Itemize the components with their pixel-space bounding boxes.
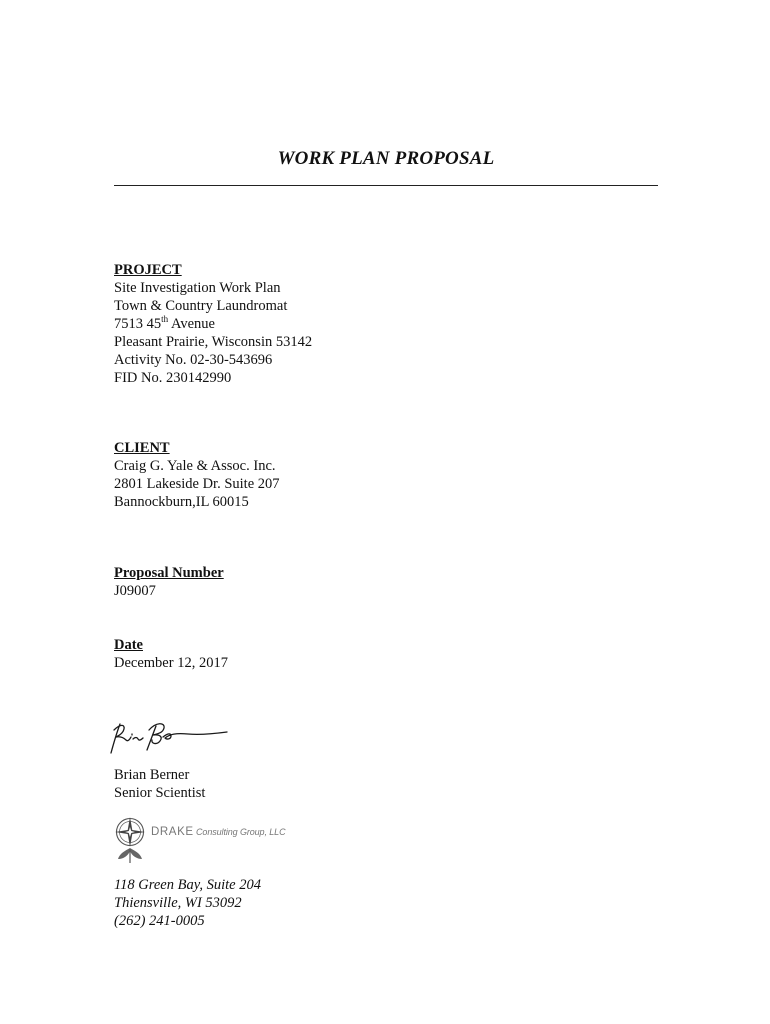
proposal-number: J09007 [114, 583, 156, 599]
date-heading: Date [114, 637, 143, 653]
proposal-heading: Proposal Number [114, 565, 224, 581]
project-fid-number: FID No. 230142990 [114, 370, 232, 386]
signer-name: Brian Berner [114, 767, 190, 783]
client-city: Bannockburn,IL 60015 [114, 494, 249, 510]
client-street: 2801 Lakeside Dr. Suite 207 [114, 476, 280, 492]
company-logo [113, 815, 303, 865]
compass-leaf-icon [113, 815, 147, 865]
company-name [151, 826, 285, 838]
project-address-ordinal: th [161, 314, 169, 324]
client-name: Craig G. Yale & Assoc. Inc. [114, 458, 276, 474]
proposal-section [114, 564, 224, 600]
date-value: December 12, 2017 [114, 655, 228, 671]
project-section [114, 261, 312, 387]
page-title: WORK PLAN PROPOSAL [277, 148, 495, 169]
client-section [114, 439, 280, 511]
company-address-section [114, 876, 261, 930]
company-suffix: Consulting Group, LLC [193, 827, 286, 837]
project-activity-number: Activity No. 02-30-543696 [114, 352, 273, 368]
project-address-number: 7513 45 [114, 316, 162, 332]
project-address-street: Avenue [168, 316, 215, 332]
project-heading: PROJECT [114, 262, 182, 278]
signature-image [108, 712, 230, 756]
client-heading: CLIENT [114, 440, 170, 456]
date-section [114, 636, 228, 672]
signer-title: Senior Scientist [114, 785, 206, 801]
company-address-line2: Thiensville, WI 53092 [114, 895, 242, 911]
company-brand: DRAKE [151, 826, 194, 838]
project-name: Site Investigation Work Plan [114, 280, 281, 296]
project-site: Town & Country Laundromat [114, 298, 288, 314]
signer-section [114, 766, 205, 802]
company-phone: (262) 241-0005 [114, 913, 205, 929]
title-divider [114, 185, 658, 186]
project-address [114, 315, 312, 333]
company-address-line1: 118 Green Bay, Suite 204 [114, 877, 261, 893]
project-city: Pleasant Prairie, Wisconsin 53142 [114, 334, 313, 350]
